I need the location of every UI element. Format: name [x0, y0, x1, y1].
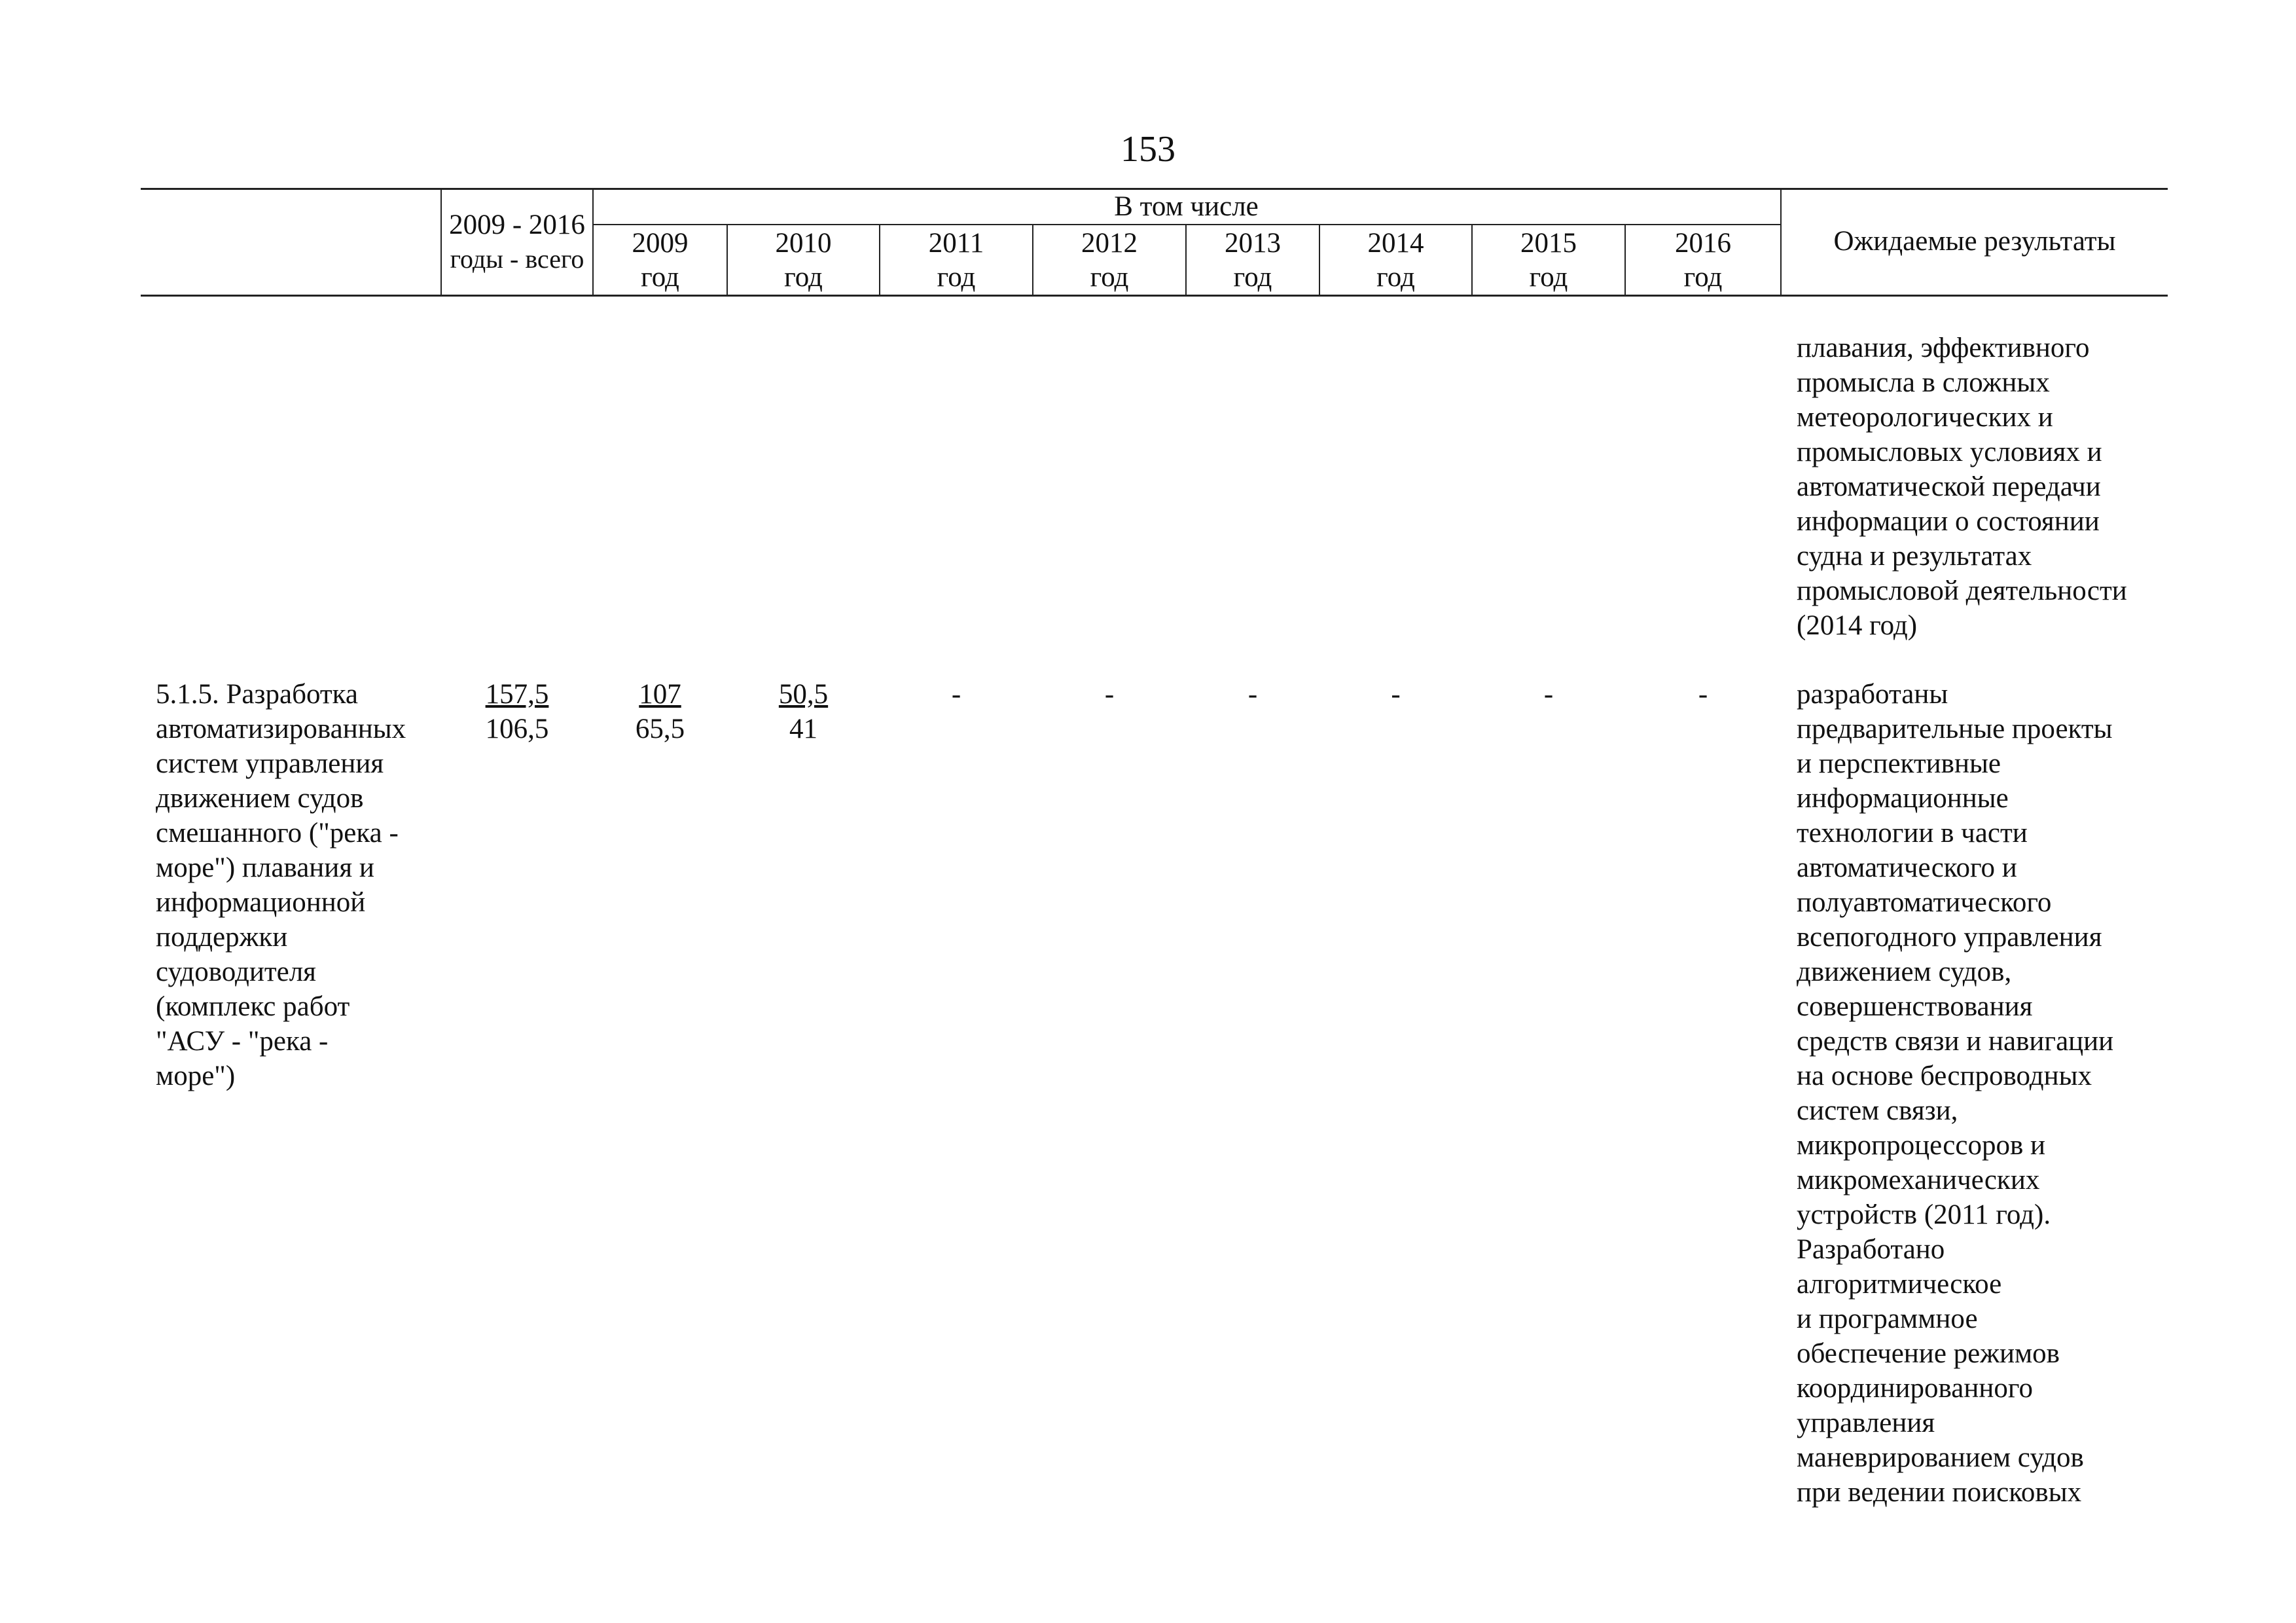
table-header-bottom-rule: [141, 295, 2168, 297]
year-unit: год: [1090, 262, 1129, 293]
results-line: на основе беспроводных: [1797, 1061, 2092, 1091]
year-label: 2009: [632, 228, 689, 259]
value-2010-top: 50,5: [778, 679, 829, 710]
header-total-line2: годы - всего: [450, 244, 584, 274]
header-group-label: В том числе: [1114, 191, 1259, 222]
name-line: систем управления: [156, 748, 384, 779]
header-year-2013: [1187, 227, 1319, 295]
results-line: автоматической передачи: [1797, 471, 2101, 502]
results-line: разработаны: [1797, 679, 1948, 710]
name-line: судоводителя: [156, 957, 316, 987]
results-line: движением судов,: [1797, 957, 2012, 987]
year-unit: год: [1233, 262, 1272, 293]
results-line: при ведении поисковых: [1797, 1477, 2082, 1508]
row-name: [156, 677, 406, 1093]
header-total-label: [442, 242, 592, 276]
results-line: полуавтоматического: [1797, 887, 2052, 918]
year-label: 2013: [1225, 228, 1281, 259]
results-line: технологии в части: [1797, 818, 2028, 848]
name-line: информационной: [156, 887, 366, 918]
results-line: промысла в сложных: [1797, 367, 2050, 398]
year-label: 2012: [1081, 228, 1138, 259]
results-line: судна и результатах: [1797, 541, 2032, 572]
value-total-top: 157,5: [485, 679, 549, 710]
header-year-2016: [1626, 227, 1780, 295]
year-unit: год: [641, 262, 679, 293]
results-line: (2014 год): [1797, 610, 1918, 641]
results-line: маневрированием судов: [1797, 1442, 2084, 1473]
cell-2011: -: [951, 679, 961, 710]
year-unit: год: [1683, 262, 1723, 293]
header-year-2011: [880, 227, 1032, 295]
results-line: информационные: [1797, 783, 2009, 814]
results-line: микромеханических: [1797, 1165, 2040, 1195]
name-line: 5.1.5. Разработка: [156, 679, 358, 710]
results-line: устройств (2011 год).: [1797, 1199, 2051, 1230]
results-line: обеспечение режимов: [1797, 1338, 2060, 1369]
header-results: Ожидаемые результаты: [1833, 226, 2116, 257]
continuation-results: [1797, 331, 2127, 643]
year-label: 2014: [1367, 228, 1424, 259]
results-line: управления: [1797, 1408, 1935, 1438]
results-line: плавания, эффективного: [1797, 333, 2090, 363]
year-label: 2015: [1520, 228, 1577, 259]
value-total-bottom: 106,5: [485, 714, 549, 744]
year-label: 2016: [1675, 228, 1731, 259]
name-line: автоматизированных: [156, 714, 406, 744]
results-line: микропроцессоров и: [1797, 1130, 2046, 1161]
cell-2015: -: [1543, 679, 1554, 710]
header-year-2009: [594, 227, 726, 295]
name-line: движением судов: [156, 783, 364, 814]
value-2010-bottom: 41: [789, 714, 817, 744]
name-line: (комплекс работ: [156, 991, 350, 1022]
cell-2013: -: [1247, 679, 1258, 710]
year-unit: год: [937, 262, 976, 293]
name-line: море"): [156, 1061, 236, 1091]
results-line: предварительные проекты: [1797, 714, 2113, 744]
page-number: 153: [1121, 129, 1175, 170]
results-line: средств связи и навигации: [1797, 1026, 2114, 1057]
year-unit: год: [784, 262, 823, 293]
header-total-line1: 2009 - 2016: [449, 210, 585, 240]
year-label: 2011: [928, 228, 984, 259]
results-line: и программное: [1797, 1304, 1978, 1334]
results-line: промысловой деятельности: [1797, 575, 2127, 606]
header-year-2014: [1320, 227, 1471, 295]
header-year-2015: [1473, 227, 1624, 295]
cell-2012: -: [1104, 679, 1115, 710]
results-line: систем связи,: [1797, 1095, 1958, 1126]
cell-total: [442, 677, 592, 746]
results-line: промысловых условиях и: [1797, 437, 2102, 467]
value-2009-top: 107: [639, 679, 681, 710]
name-line: "АСУ - "река -: [156, 1026, 329, 1057]
row-results: [1797, 677, 2113, 1510]
cell-2010: [728, 677, 879, 746]
results-line: метеорологических и: [1797, 402, 2053, 433]
results-line: алгоритмическое: [1797, 1269, 2002, 1300]
name-line: смешанного ("река -: [156, 818, 399, 848]
value-2009-bottom: 65,5: [635, 714, 685, 744]
header-year-2012: [1033, 227, 1185, 295]
cell-2009: [594, 677, 726, 746]
results-line: информации о состоянии: [1797, 506, 2100, 537]
results-line: координированного: [1797, 1373, 2033, 1404]
cell-2014: -: [1391, 679, 1401, 710]
name-line: море") плавания и: [156, 852, 374, 883]
results-line: всепогодного управления: [1797, 922, 2102, 953]
year-unit: год: [1376, 262, 1415, 293]
results-line: совершенствования: [1797, 991, 2033, 1022]
name-line: поддержки: [156, 922, 288, 953]
results-line: и перспективные: [1797, 748, 2001, 779]
header-year-2010: [728, 227, 879, 295]
year-unit: год: [1529, 262, 1568, 293]
results-line: автоматического и: [1797, 852, 2017, 883]
header-total-period: [442, 208, 592, 242]
results-line: Разработано: [1797, 1234, 1945, 1265]
cell-2016: -: [1698, 679, 1708, 710]
year-label: 2010: [775, 228, 832, 259]
